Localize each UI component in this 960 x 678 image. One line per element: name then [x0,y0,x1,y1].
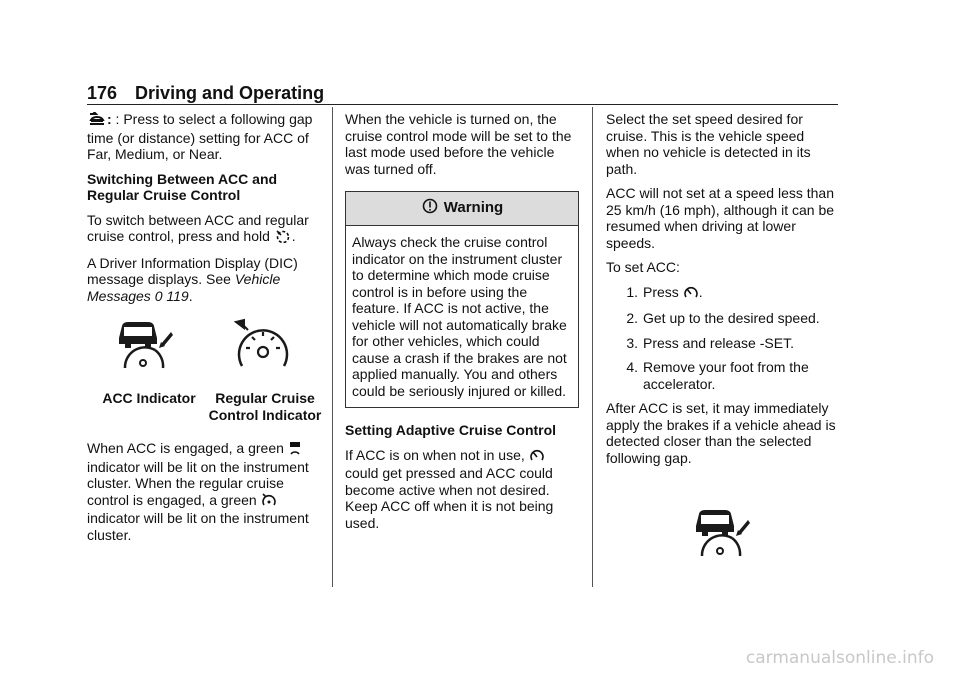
column-1 [87,111,320,551]
warning-box [345,191,579,408]
to-set-acc-label: To set ACC: [606,259,680,275]
column-divider-1 [332,107,333,587]
list-item: 1. Press . [606,284,840,303]
page-header [87,83,324,104]
gap-paragraph: : : Press to select a following gap time (or distance) setting for ACC of Far, Medium, or Near. [87,111,313,162]
list-item: 2. Get up to the desired speed. [626,310,820,326]
warning-title: Warning [443,199,504,217]
switch-paragraph: To switch between ACC and regular cruise control, press and hold . [87,212,320,247]
dic-paragraph: A Driver Information Display (DIC) message displays. See Vehicle Messages 0 119. [87,254,298,304]
setting-heading: Setting Adaptive Cruise Control [345,422,557,438]
column-2 [345,111,579,539]
acc-small-icon [289,441,301,459]
set-acc-steps [606,284,840,393]
warning-text: Always check the cruise control indicator on the instrument cluster to determine which mode cruise control is in before using the feature. If ACC is not active, the vehicle will not automatically brake for other vehicles, which could cause a crash if the brakes are not applied manually. You and others could be seriously injured or killed. [352,234,567,399]
indicator-figures [87,318,322,423]
after-set-paragraph: After ACC is set, it may immediately apply the brakes if a vehicle ahead is detected closer than the selected following gap. [606,400,836,466]
switch-heading: Switching Between ACC and Regular Cruise Control [87,170,278,203]
minimum-speed-paragraph: ACC will not set at a speed less than 25 km/h (16 mph), although it can be resumed when driving at lower speeds. [606,185,835,251]
acc-indicator-icon [115,318,175,370]
acc-indicator-icon [692,506,752,558]
list-item: 3. Press and release -SET. [626,334,794,351]
engaged-paragraph: When ACC is engaged, a green indicator will be lit on the instrument cluster. When the regular cruise control is engaged, a green indicator will be lit on the instrument cluster. [87,440,309,543]
acc-indicator-caption: ACC Indicator [102,390,196,406]
column-divider-2 [592,107,593,587]
setting-paragraph: If ACC is on when not in use, could get pressed and ACC could become active when not desired. Keep ACC off when it is not being used. [345,446,554,531]
watermark: carmanualsonline.info [745,648,934,668]
page-number: 176 [87,83,118,103]
warning-icon [422,198,438,219]
set-speed-paragraph: Select the set speed desired for cruise. This is the vehicle speed when no vehicle is detected in its path. [606,111,811,177]
page-reference[interactable]: 0 119 [154,287,189,304]
regular-cruise-caption: Regular Cruise Control Indicator [208,390,322,423]
vehicle-messages-link[interactable]: Vehicle Messages [87,271,281,304]
cruise-small-icon [262,493,276,511]
regular-cruise-indicator-icon [232,318,294,370]
section-title: Driving and Operating [135,83,325,103]
cruise-on-off-icon [684,285,698,303]
following-gap-icon [88,112,106,130]
intro-paragraph: When the vehicle is turned on, the cruise control mode will be set to the last mode used before the vehicle was turned off. [345,111,572,177]
cruise-mode-icon [275,229,291,247]
warning-header [346,192,578,226]
column-3 [606,111,840,558]
header-rule [87,104,838,105]
list-item: 4. Remove your foot from the accelerator. [626,359,809,392]
cruise-on-off-icon [530,448,544,466]
